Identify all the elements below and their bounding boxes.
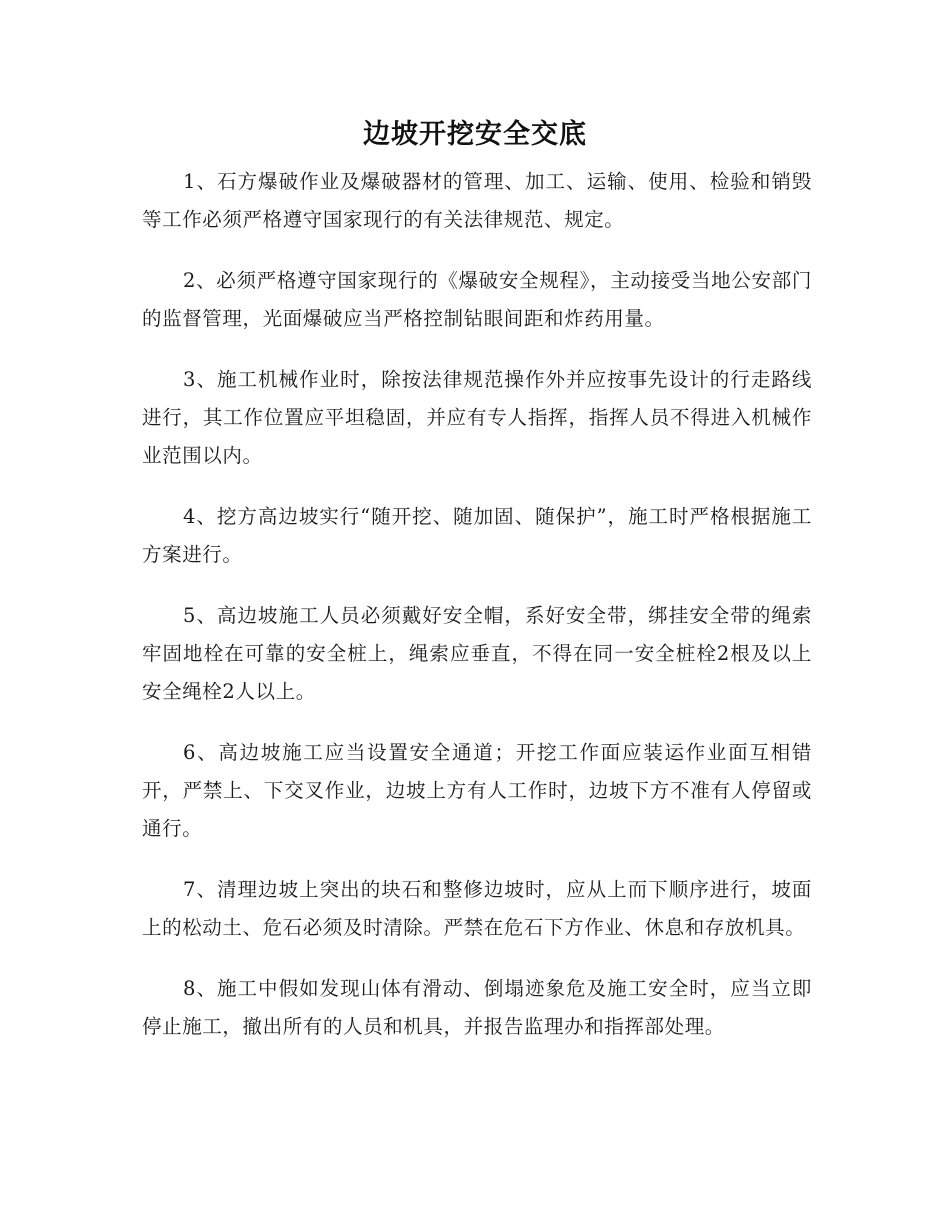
paragraph-4: 4、挖方高边坡实行“随开挖、随加固、随保护”，施工时严格根据施工方案进行。 bbox=[142, 505, 812, 566]
paragraph-7: 7、清理边坡上突出的块石和整修边坡时，应从上而下顺序进行，坡面上的松动土、危石必须及时清除。严禁在危石下方作业、休息和存放机具。 bbox=[142, 878, 812, 939]
paragraph-5: 5、高边坡施工人员必须戴好安全帽，系好安全带，绑挂安全带的绳索牢固地栓在可靠的安全桩上，绳索应垂直，不得在同一安全桩栓2根及以上安全绳栓2人以上。 bbox=[142, 604, 812, 703]
paragraph-3: 3、施工机械作业时，除按法律规范操作外并应按事先设计的行走路线进行，其工作位置应平坦稳固，并应有专人指挥，指挥人员不得进入机械作业范围以内。 bbox=[142, 368, 812, 467]
document-body bbox=[142, 163, 812, 1069]
paragraph-2: 2、必须严格遵守国家现行的《爆破安全规程》，主动接受当地公安部门的监督管理，光面爆破应当严格控制钻眼间距和炸药用量。 bbox=[142, 269, 812, 330]
paragraph-1: 1、石方爆破作业及爆破器材的管理、加工、运输、使用、检验和销毁等工作必须严格遵守国家现行的有关法律规范、规定。 bbox=[142, 170, 812, 231]
paragraph-8: 8、施工中假如发现山体有滑动、倒塌迹象危及施工安全时，应当立即停止施工，撤出所有的人员和机具，并报告监理办和指挥部处理。 bbox=[142, 977, 812, 1038]
document-title: 边坡开挖安全交底 bbox=[363, 119, 587, 150]
paragraph-6: 6、高边坡施工应当设置安全通道；开挖工作面应装运作业面互相错开，严禁上、下交叉作业，边坡上方有人工作时，边坡下方不准有人停留或通行。 bbox=[142, 741, 812, 840]
